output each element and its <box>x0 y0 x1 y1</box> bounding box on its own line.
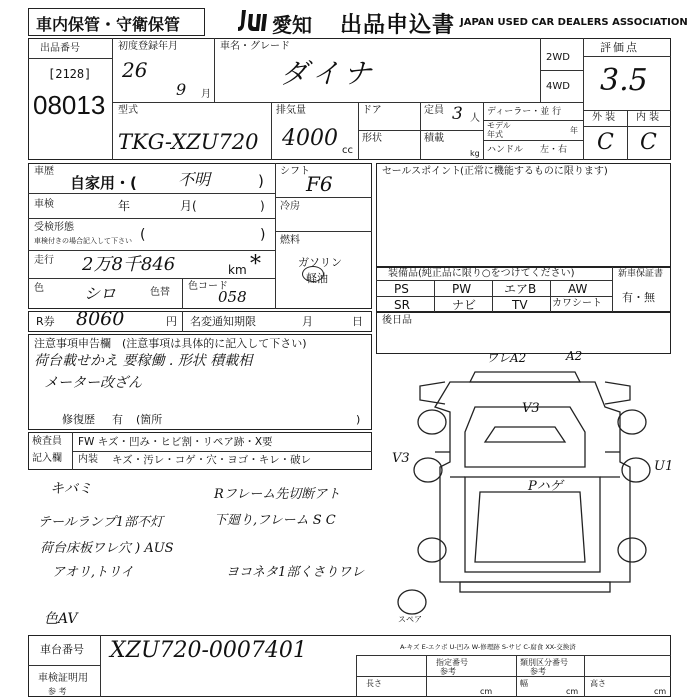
form-open: ( <box>140 227 146 243</box>
form-close: ) <box>260 227 266 243</box>
model-value: TKG-XZU720 <box>118 130 259 154</box>
equipment-note: (純正品に限り○をつけてください) <box>418 268 575 279</box>
fuel-label: 燃料 <box>280 235 300 246</box>
inspection-label: 車検 <box>34 199 54 210</box>
warranty-label: 新車保証書 <box>618 269 664 279</box>
form-label: 受検形態 <box>34 222 74 233</box>
diagram-label: A2 <box>566 349 583 363</box>
height-label: 高さ <box>590 679 606 688</box>
notes-line1: 荷台載せかえ 要稼働 . 形状 積載相 <box>34 353 253 369</box>
inspector-note: ヨコネタ1部くさりワレ <box>226 565 365 580</box>
model-label: 型式 <box>118 105 138 116</box>
inspector-row2: キズ・汚レ・コゲ・穴・ヨゴ・キレ・破レ <box>112 454 312 466</box>
history-label: 車歴 <box>34 166 54 177</box>
capacity-unit: 人 <box>470 113 480 124</box>
car-damage-diagram <box>380 349 670 622</box>
mileage-value: 2万8千846 <box>82 254 176 275</box>
inspector-note: 色AV <box>44 611 78 627</box>
registration-month-unit: 月 <box>201 89 211 100</box>
inspection-close: ) <box>260 199 265 213</box>
diagram-legend: A-キズ E-エクボ U-凹み W-修理跡 S-サビ C-腐食 XX-交換済 <box>400 643 576 651</box>
fuel-value2: 軽油 <box>306 272 328 285</box>
displacement-label: 排気量 <box>276 105 306 116</box>
color-code-label: 色コード <box>188 281 228 292</box>
equip-tv: TV <box>512 298 528 312</box>
car-name-value: ダイナ <box>280 57 376 90</box>
attachment-box <box>376 312 671 354</box>
inspector-note: 荷台床板ワレ穴 ) AUS <box>40 541 174 556</box>
inspector-row1: FW キズ・凹み・ヒビ割・リペア跡・X要 <box>78 436 273 448</box>
color-change-label: 色替 <box>150 287 170 298</box>
color-code-value: 058 <box>218 288 247 306</box>
width-label: 幅 <box>520 679 528 688</box>
history-close: ) <box>258 172 264 190</box>
warranty-options: 有・無 <box>622 291 655 304</box>
notes-note: (注意事項は具体的に記入して下さい) <box>122 337 307 350</box>
mileage-mark: * <box>250 252 261 277</box>
vehicle-id-label: 車検証明用 <box>38 673 88 684</box>
vehicle-id-note: 参 考 <box>48 687 67 696</box>
displacement-value: 4000 <box>282 126 338 151</box>
mileage-unit: km <box>228 263 247 277</box>
sales-point-note: (正常に機能するものに限ります) <box>460 166 608 177</box>
notes-label: 注意事項申告欄 <box>34 337 111 350</box>
fuel-circle <box>302 266 324 282</box>
inspector-row2-label: 内装 <box>78 454 98 465</box>
name-change-label: 名変通知期限 <box>190 315 256 328</box>
equipment-label: 装備品 <box>388 268 418 279</box>
notes-line2: メーター改ざん <box>44 375 142 391</box>
aircon-label: 冷房 <box>280 201 300 212</box>
chassis-value: XZU720-0007401 <box>110 638 307 663</box>
color-value: シロ <box>84 284 117 303</box>
inspector-note: キバミ <box>50 481 92 497</box>
sales-point-box <box>376 163 671 267</box>
shift-value: F6 <box>306 172 333 196</box>
dealer-label: ディーラー・並 行 <box>487 107 562 117</box>
width-unit: cm <box>566 687 579 696</box>
drive-2wd: 2WD <box>546 52 570 63</box>
exterior-grade: C <box>597 130 614 155</box>
displacement-unit: cc <box>342 145 353 156</box>
color-label: 色 <box>34 283 44 294</box>
repair-close: ) <box>356 413 361 426</box>
diagram-label: U1 <box>654 459 674 474</box>
spare-label: スペア <box>398 615 422 624</box>
handle-label: ハンドル <box>487 145 524 155</box>
lot-label: 出品番号 <box>40 43 80 54</box>
history-value2: 不明 <box>178 170 211 189</box>
height-unit: cm <box>654 687 667 696</box>
shape-label: 形状 <box>362 133 382 144</box>
inspector-note: テールランプ1部不灯 <box>38 515 164 530</box>
capacity-value: 3 <box>452 104 463 124</box>
recycle-unit: 円 <box>166 315 177 328</box>
registration-label: 初度登録年月 <box>118 41 178 52</box>
shift-label: シフト <box>280 166 310 177</box>
equip-sr: SR <box>394 298 410 312</box>
form-title: 出品申込書 <box>340 13 456 38</box>
fuel-value: ガソリン <box>298 256 342 269</box>
recycle-value: 8060 <box>76 308 125 330</box>
repair-paren: (箇所 <box>136 413 163 426</box>
inspector-note: 下廻り,フレーム S C <box>214 513 336 528</box>
diagram-label: V3 <box>522 401 540 416</box>
model-year-unit: 年 <box>570 126 578 135</box>
diagram-label: Pハゲ <box>528 479 563 494</box>
repair-label: 修復歴 <box>62 413 95 426</box>
brand-logo <box>236 6 272 34</box>
inspector-label1: 検査員 <box>32 436 62 447</box>
inspection-year: 年 <box>118 199 131 213</box>
attachment-label: 後日品 <box>382 315 412 326</box>
door-label: ドア <box>362 105 382 116</box>
interior-label: 内 装 <box>636 112 660 123</box>
length-unit: cm <box>480 687 493 696</box>
history-value: 自家用・( <box>70 174 137 192</box>
name-change-month: 月 <box>302 315 313 328</box>
model-year-label1: モデル <box>487 121 511 130</box>
inspector-label2: 記入欄 <box>32 453 62 464</box>
handle-options: 左・右 <box>540 145 568 155</box>
equip-leather-seat: カワシート <box>552 298 602 309</box>
equip-pw: PW <box>452 282 472 296</box>
drive-4wd: 4WD <box>546 81 570 92</box>
chassis-label: 車台番号 <box>40 643 84 656</box>
inspection-month: 月( <box>180 199 197 213</box>
equip-ps: PS <box>394 282 409 296</box>
equip-airbag: エアB <box>504 282 537 296</box>
lot-number: 08013 <box>33 90 106 120</box>
name-change-day: 日 <box>352 315 363 328</box>
mileage-label: 走行 <box>34 255 54 266</box>
rating-value: 3.5 <box>600 63 648 98</box>
category-note: 参考 <box>530 667 546 676</box>
registration-month: 9 <box>176 80 187 99</box>
registration-year: 26 <box>122 58 148 82</box>
form-note: 車検付きの場合記入して下さい <box>34 237 132 245</box>
rating-label: 評価点 <box>600 41 639 54</box>
lot-bracket: [2128] <box>48 67 92 81</box>
association-name: JAPAN USED CAR DEALERS ASSOCIATION <box>460 17 688 28</box>
car-name-label: 車名・グレード <box>220 41 290 52</box>
load-unit: kg <box>470 149 480 158</box>
capacity-label: 定員 <box>424 105 444 116</box>
repair-value: 有 <box>112 413 123 426</box>
designated-label: 指定番号 <box>436 658 468 667</box>
designated-note: 参考 <box>440 667 456 676</box>
inspector-note: アオリ,トリイ <box>52 565 134 580</box>
category-label: 類別区分番号 <box>520 658 568 667</box>
equip-navi: ナビ <box>452 298 477 312</box>
diagram-label: V3 <box>392 451 410 466</box>
storage-label: 車内保管・守衛保管 <box>36 15 181 34</box>
model-year-label2: 年式 <box>487 130 503 139</box>
exterior-label: 外 装 <box>592 112 616 123</box>
load-label: 積載 <box>424 133 444 144</box>
inspector-note: Rフレーム先切断アト <box>214 487 341 502</box>
brand-name: 愛知 <box>272 13 312 37</box>
diagram-label: ワレA2 <box>486 351 527 365</box>
recycle-label: R券 <box>36 315 55 328</box>
equip-aw: AW <box>568 282 588 296</box>
interior-grade: C <box>640 130 657 155</box>
sales-point-label: セールスポイント <box>382 166 462 177</box>
length-label: 長さ <box>366 679 382 688</box>
